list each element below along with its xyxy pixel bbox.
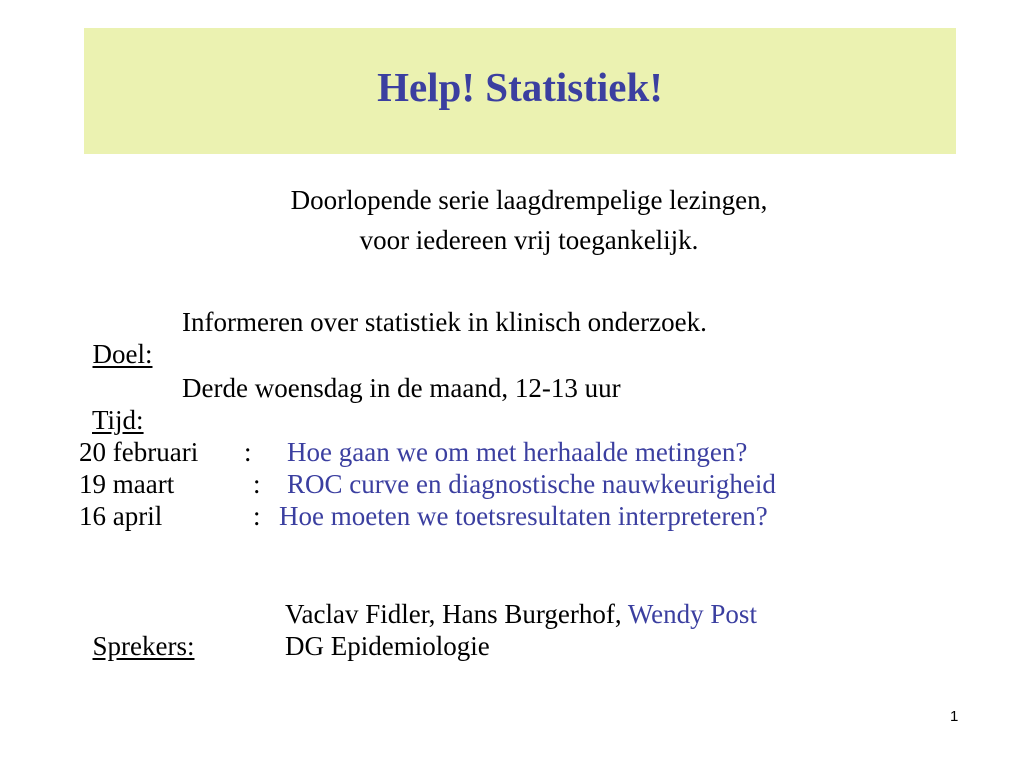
tijd-text: Derde woensdag in de maand, 12-13 uur <box>182 373 621 403</box>
subtitle-line-1: Doorlopende serie laagdrempelige lezingen, <box>290 185 768 215</box>
schedule-date-3: 16 april <box>79 501 163 531</box>
sprekers-names <box>285 598 757 630</box>
page-number: 1 <box>950 708 959 725</box>
schedule-sep-2: : <box>253 469 261 499</box>
schedule-topic-3: Hoe moeten we toetsresultaten interpreteren? <box>279 501 768 531</box>
schedule-date-1: 20 februari <box>79 437 199 467</box>
subtitle <box>0 180 1024 260</box>
schedule-date-2: 19 maart <box>79 469 175 499</box>
schedule-topic-1: Hoe gaan we om met herhaalde metingen? <box>287 437 748 467</box>
schedule-sep-3: : <box>253 501 261 531</box>
sprekers-names-plain: Vaclav Fidler, Hans Burgerhof, <box>285 599 622 629</box>
subtitle-line-2: voor iedereen vrij toegankelijk. <box>359 225 699 255</box>
sprekers-label: Sprekers: <box>92 631 195 661</box>
sprekers-department: DG Epidemiologie <box>285 631 490 661</box>
slide-title: Help! Statistiek! <box>377 64 663 110</box>
schedule-sep-1: : <box>244 437 252 467</box>
sprekers-name-highlight: Wendy Post <box>627 599 757 629</box>
doel-label: Doel: <box>92 339 153 369</box>
tijd-label: Tijd: <box>92 405 144 435</box>
sprekers-row <box>79 598 194 662</box>
schedule-topic-2: ROC curve en diagnostische nauwkeurigheid <box>287 469 776 499</box>
title-banner <box>84 28 956 154</box>
doel-row <box>79 306 153 370</box>
tijd-row <box>79 372 144 436</box>
doel-text: Informeren over statistiek in klinisch onderzoek. <box>182 307 707 337</box>
